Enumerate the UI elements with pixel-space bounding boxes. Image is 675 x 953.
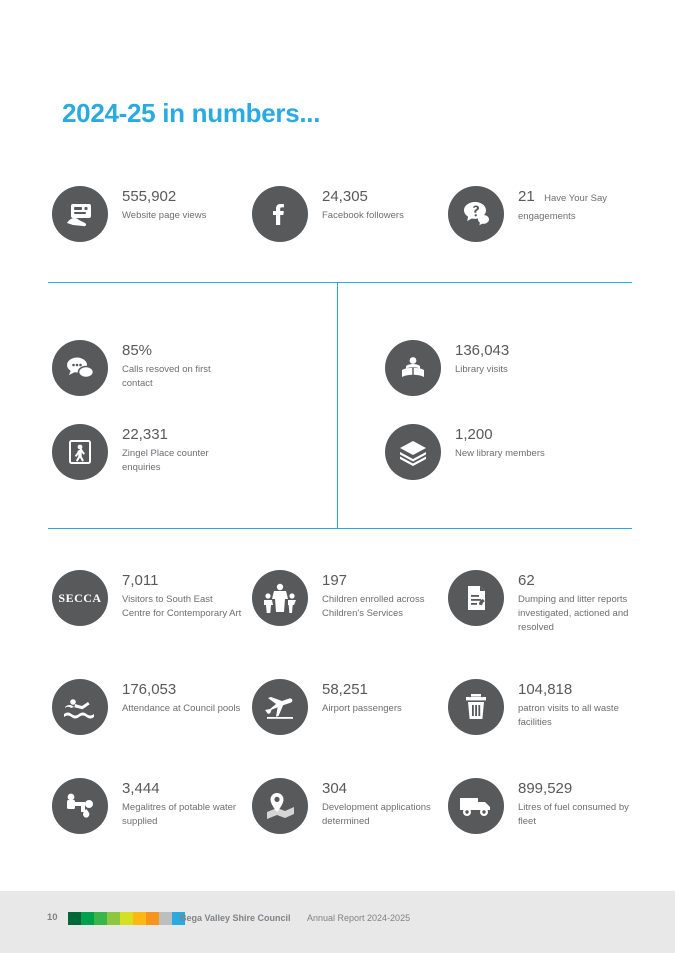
stat-number: 555,902 [122, 188, 177, 205]
stat-children-enrolled [252, 570, 442, 626]
map-pin-icon [252, 778, 308, 834]
divider-vertical [337, 282, 338, 528]
children-family-icon [252, 570, 308, 626]
stat-label: Calls resoved on first contact [122, 364, 211, 389]
stat-number: 197 [322, 572, 348, 589]
stat-potable-water-supplied [52, 778, 242, 834]
page-title: 2024-25 in numbers... [62, 98, 321, 128]
stat-label: Dumping and litter reports investigated, actioned and resolved [518, 594, 629, 633]
stat-label: Airport passengers [322, 703, 402, 714]
stat-label: Website page views [122, 210, 207, 221]
airplane-icon [252, 679, 308, 735]
stat-airport-passengers [252, 679, 402, 735]
stat-library-visits [385, 340, 509, 396]
stat-number: 21 [518, 188, 535, 205]
swimmer-icon [52, 679, 108, 735]
stat-dumping-litter-reports [448, 570, 638, 635]
stat-fleet-fuel-litres [448, 778, 638, 834]
stat-number: 899,529 [518, 780, 573, 797]
divider-bottom [48, 528, 632, 529]
stat-label: patron visits to all waste facilities [518, 703, 619, 728]
stat-number: 3,444 [122, 780, 160, 797]
stat-label: Have Your Say engagements [518, 193, 607, 222]
stat-calls-resolved [52, 340, 242, 396]
stat-zingel-place-counter-enquiries [52, 424, 242, 480]
report-document-icon [448, 570, 504, 626]
facebook-icon [252, 186, 308, 242]
stat-number: 7,011 [122, 572, 159, 589]
stat-website-page-views [52, 186, 206, 242]
stat-number: 58,251 [322, 681, 368, 698]
stat-label: Attendance at Council pools [122, 703, 241, 714]
stat-number: 62 [518, 572, 535, 589]
footer-report-name: Annual Report 2024-2025 [307, 913, 411, 923]
stat-number: 1,200 [455, 426, 493, 443]
stat-label: Library visits [455, 364, 508, 375]
stat-label: Megalitres of potable water supplied [122, 802, 237, 827]
stat-number: 104,818 [518, 681, 573, 698]
hand-device-icon [52, 186, 108, 242]
stat-number: 24,305 [322, 188, 368, 205]
stat-new-library-members [385, 424, 545, 480]
person-doorway-icon [52, 424, 108, 480]
speech-bubbles-icon [52, 340, 108, 396]
stat-label: Children enrolled across Children's Services [322, 594, 425, 619]
stat-waste-facility-visits [448, 679, 638, 735]
stat-council-pools-attendance [52, 679, 240, 735]
stat-secca-visitors [52, 570, 242, 626]
footer-organisation: Bega Valley Shire Council [180, 913, 291, 923]
footer-color-swatches [68, 912, 185, 925]
stat-development-applications [252, 778, 442, 834]
stat-label: Zingel Place counter enquiries [122, 448, 209, 473]
person-reading-icon [385, 340, 441, 396]
stat-number: 85% [122, 342, 153, 359]
stat-number: 22,331 [122, 426, 168, 443]
stat-facebook-followers [252, 186, 404, 242]
truck-icon [448, 778, 504, 834]
water-tap-icon [52, 778, 108, 834]
stat-label: Litres of fuel consumed by fleet [518, 802, 629, 827]
waste-bin-icon [448, 679, 504, 735]
stat-number: 176,053 [122, 681, 177, 698]
divider-top [48, 282, 632, 283]
stat-label: Visitors to South East Centre for Contemporary Art [122, 594, 242, 619]
stat-number: 304 [322, 780, 348, 797]
books-icon [385, 424, 441, 480]
question-speech-bubble-icon [448, 186, 504, 242]
footer-page-number: 10 [47, 912, 58, 923]
secca-logo-icon: SECCA [52, 570, 108, 626]
stat-label: New library members [455, 448, 545, 459]
stat-have-your-say-engagements [448, 186, 653, 242]
stat-label: Development applications determined [322, 802, 431, 827]
stat-label: Facebook followers [322, 210, 404, 221]
stat-number: 136,043 [455, 342, 510, 359]
